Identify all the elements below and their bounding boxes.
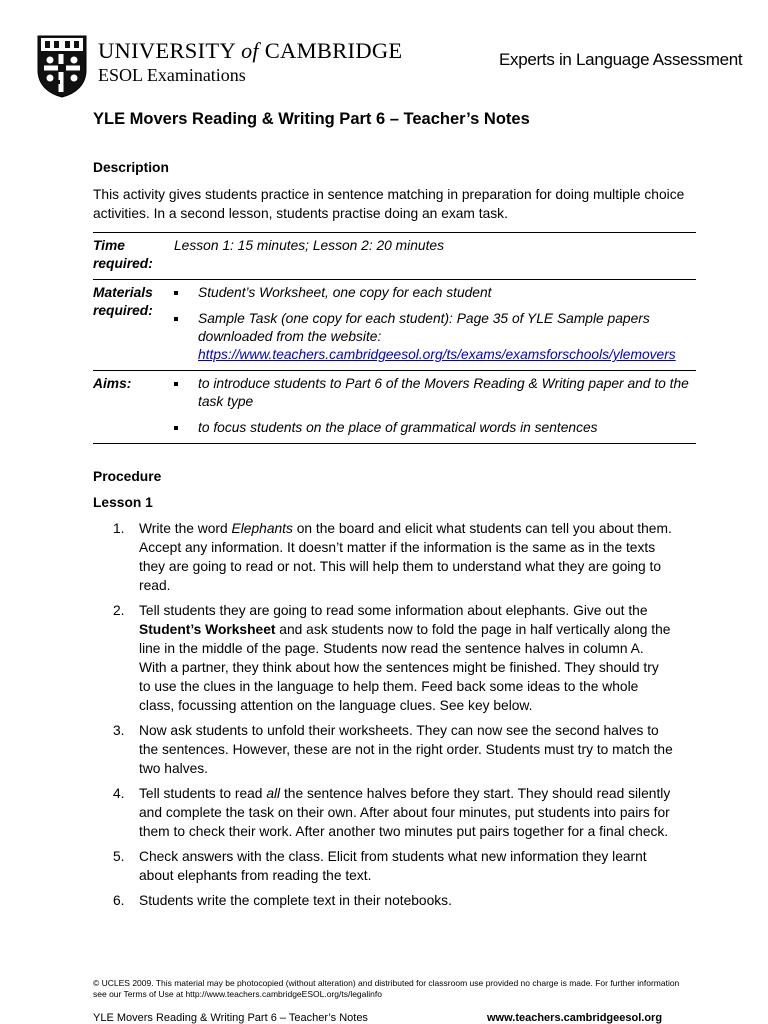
list-item: to introduce students to Part 6 of the Movers Reading & Writing paper and to the task type [174,375,696,411]
list-item: to focus students on the place of grammatical words in sentences [174,419,696,437]
materials-label: Materials required: [93,285,153,318]
time-row [93,232,696,279]
department-name: ESOL Examinations [98,65,246,85]
description-heading: Description [93,160,169,175]
materials-row [93,279,696,370]
list-item: 5. Check answers with the class. Elicit from students what new information they learnt about elephants from reading the text. [113,849,647,883]
university-name [98,38,402,64]
lesson-1-heading: Lesson 1 [93,495,153,510]
cambridge-crest-icon [36,34,88,98]
list-item: 1. Write the word Elephants on the board and elicit what students can tell you about them. Accept any information. It doesn’t matter if the information is the same as in the texts they are going to read or not. This will help them to understand what they are going to read. [113,521,672,593]
list-item: 4. Tell students to read all the sentence halves before they start. They should read silently and complete the task on their own. After about four minutes, put students into pairs for them to check their work. After another two minutes put pairs together for a final check. [113,786,671,839]
list-item: Sample Task (one copy for each student): Page 35 of YLE Sample papers downloaded from the website: https://www.teachers.cambridgeesol.org/ts/exams/examsforschools/ylemovers [174,310,696,364]
footer-website-link[interactable]: www.teachers.cambridgeesol.org [487,1012,663,1024]
aims-label: Aims: [93,376,132,391]
description-text: This activity gives students practice in sentence matching in preparation for doing multiple choice activities. In a second lesson, students practise doing an exam task. [93,187,685,221]
university-of: of [241,38,259,63]
tagline: Experts in Language Assessment [499,50,743,69]
list-item: 6. Students write the complete text in their notebooks. [113,893,452,908]
aims-row [93,370,696,444]
footer-title: YLE Movers Reading & Writing Part 6 – Teacher’s Notes [93,1012,368,1024]
materials-list [174,284,696,364]
university-suffix: CAMBRIDGE [264,38,403,63]
time-value: Lesson 1: 15 minutes; Lesson 2: 20 minutes [174,238,444,253]
page-header [0,0,768,110]
copyright-note: © UCLES 2009. This material may be photocopied (without alteration) and distributed for classroom use provided no charge is made. For further information see our Terms of Use at http://www.teachers.cambridgeESOL.org/ts/legalinfo [93,978,680,999]
procedure-steps [113,519,673,916]
page-title: YLE Movers Reading & Writing Part 6 – Teacher’s Notes [93,110,530,128]
aims-list [174,375,696,437]
list-item: 3. Now ask students to unfold their worksheets. They can now see the second halves to the sentences. However, these are not in the right order. Students must try to match the two halves. [113,723,673,776]
university-prefix: UNIVERSITY [98,38,236,63]
list-item: Student’s Worksheet, one copy for each student [174,284,696,302]
time-label: Time required: [93,238,153,271]
materials-link[interactable]: https://www.teachers.cambridgeesol.org/ts/exams/examsforschools/ylemovers [198,347,676,362]
list-item: 2. Tell students they are going to read some information about elephants. Give out the Student’s Worksheet and ask students now to fold the page in half vertically along the line in the middle of the page. Students now read the sentence halves in column A. With a partner, they think about how the sentences might be finished. They should try to use the clues in the language to help them. Feed back some ideas to the whole class, focussing attention on the language clues. See key below. [113,603,671,713]
lesson-info-table [93,232,696,444]
procedure-heading: Procedure [93,469,162,484]
